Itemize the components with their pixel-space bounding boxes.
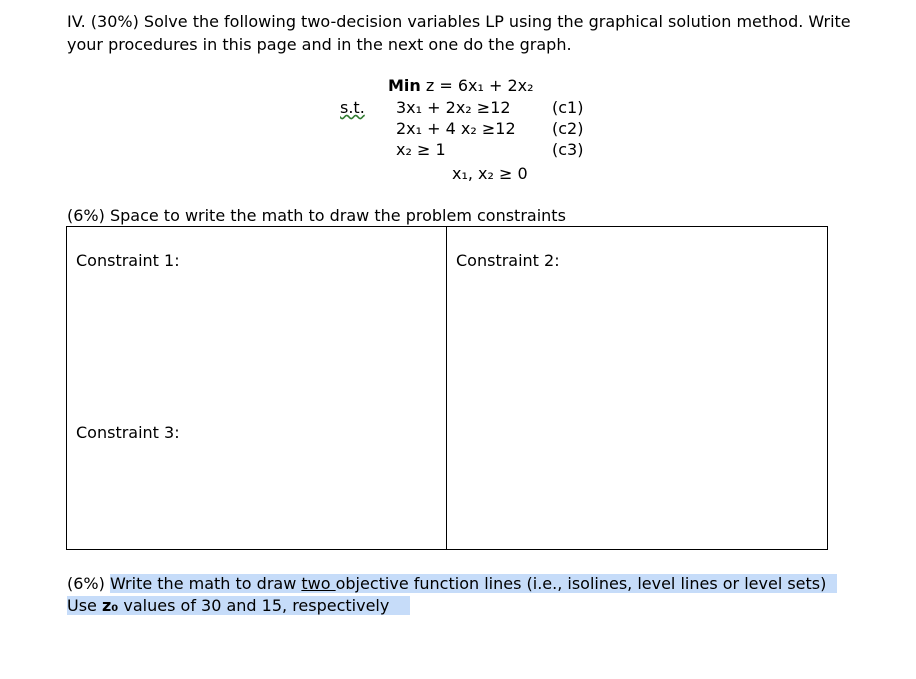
objective-expression: z = 6x₁ + 2x₂ bbox=[420, 76, 534, 95]
section2-highlighted-line-2 bbox=[67, 596, 410, 615]
constraint-1-label: Constraint 1: bbox=[76, 251, 180, 270]
constraint-2-tag: (c2) bbox=[552, 119, 584, 138]
question-text bbox=[67, 10, 851, 56]
section2-percent: (6%) bbox=[67, 574, 110, 593]
section2-use-text: Use bbox=[67, 596, 102, 615]
section2-highlighted-text bbox=[110, 574, 837, 593]
question-line-2: your procedures in this page and in the next one do the graph. bbox=[67, 35, 572, 54]
section2-text-c: objective function lines (i.e., isolines, level lines or level sets) bbox=[335, 574, 827, 593]
objective-function bbox=[388, 75, 534, 96]
section2-text-two: two bbox=[301, 574, 336, 593]
constraint-2-label: Constraint 2: bbox=[456, 251, 560, 270]
section2-text-a: Write the math to draw bbox=[109, 574, 302, 593]
constraint-1-tag: (c1) bbox=[552, 98, 584, 117]
section2-line-1 bbox=[67, 573, 837, 594]
constraint-3-expression: x₂ ≥ 1 bbox=[396, 140, 446, 159]
non-negativity: x₁, x₂ ≥ 0 bbox=[452, 164, 528, 183]
section1-heading: (6%) Space to write the math to draw the problem constraints bbox=[67, 206, 566, 225]
section2-values-text: values of 30 and 15, respectively bbox=[118, 596, 390, 615]
question-line-1: IV. (30%) Solve the following two-decision variables LP using the graphical solution method. Write bbox=[67, 12, 851, 31]
constraint-2-expression: 2x₁ + 4 x₂ ≥12 bbox=[396, 119, 516, 138]
section2-z0: z₀ bbox=[101, 596, 119, 615]
constraint-3-tag: (c3) bbox=[552, 140, 584, 159]
st-label: s.t. bbox=[340, 98, 365, 117]
constraint-1-expression: 3x₁ + 2x₂ ≥12 bbox=[396, 98, 511, 117]
constraint-3-label: Constraint 3: bbox=[76, 423, 180, 442]
section2-line-2 bbox=[67, 595, 410, 616]
table-divider bbox=[446, 227, 447, 549]
objective-min-label: Min bbox=[388, 76, 421, 95]
constraint-work-table bbox=[66, 226, 828, 550]
